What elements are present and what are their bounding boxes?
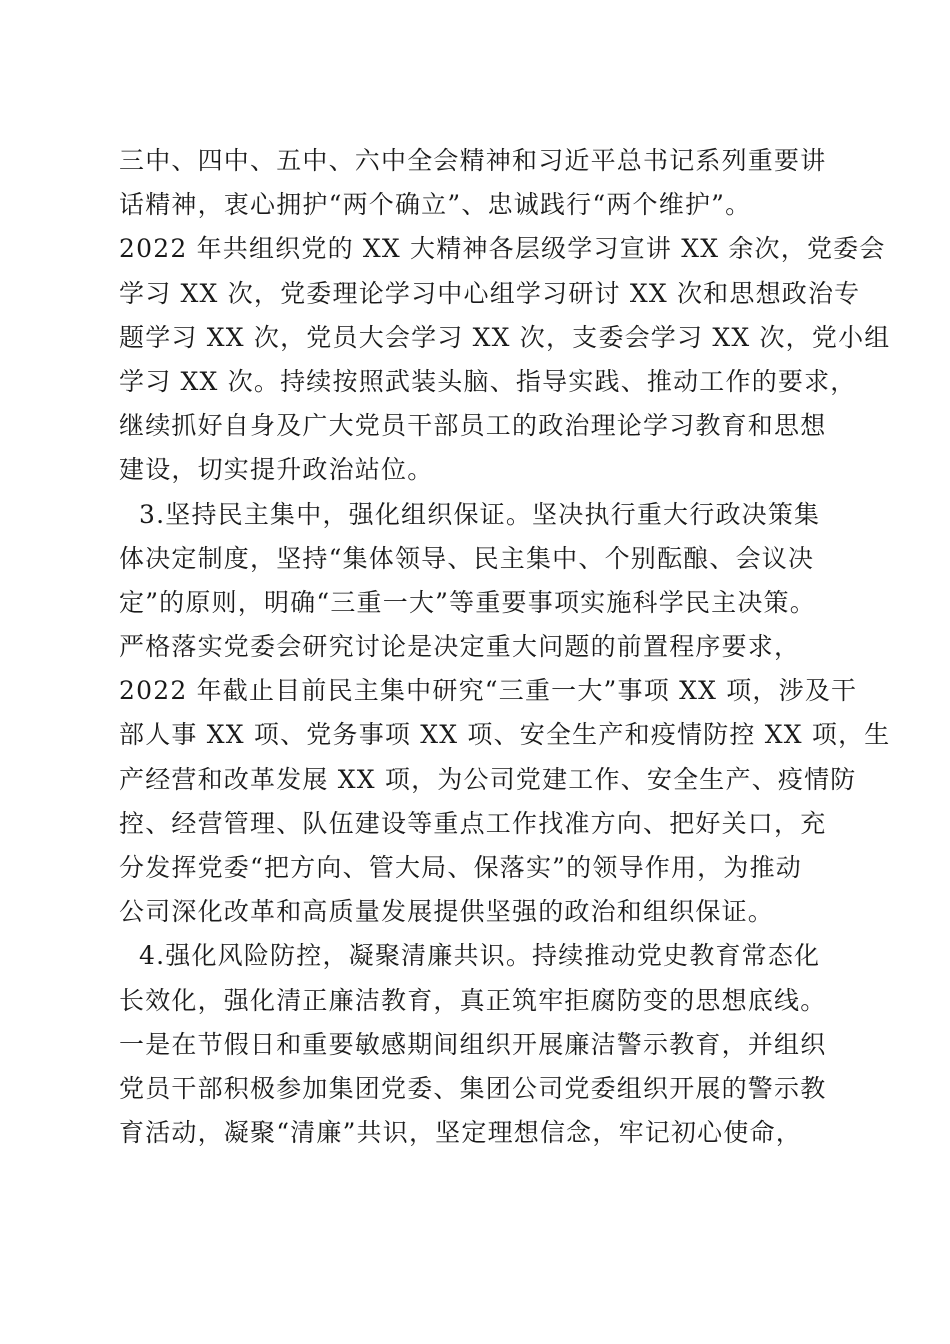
text-line: 育活动，凝聚“清廉”共识，坚定理想信念，牢记初心使命， (119, 1118, 802, 1148)
text-line: 部人事 XX 项、党务事项 XX 项、安全生产和疫情防控 XX 项，生 (119, 720, 891, 750)
section-3-heading-line: 3.坚持民主集中，强化组织保证。坚决执行重大行政决策集 (139, 499, 821, 529)
body-text (119, 139, 891, 1155)
text-line: 话精神，衷心拥护“两个确立”、忠诚践行“两个维护”。 (119, 190, 752, 220)
text-line: 长效化，强化清正廉洁教育，真正筑牢拒腐防变的思想底线。 (119, 985, 827, 1015)
section-4-heading-line: 4.强化风险防控，凝聚清廉共识。持续推动党史教育常态化 (139, 941, 821, 971)
text-line: 公司深化改革和高质量发展提供坚强的政治和组织保证。 (119, 897, 775, 927)
text-line: 产经营和改革发展 XX 项，为公司党建工作、安全生产、疫情防 (119, 764, 857, 794)
text-line: 党员干部积极参加集团党委、集团公司党委组织开展的警示教 (119, 1073, 827, 1103)
text-line: 一是在节假日和重要敏感期间组织开展廉洁警示教育，并组织 (119, 1029, 827, 1059)
text-line: 2022 年共组织党的 XX 大精神各层级学习宣讲 XX 余次，党委会 (119, 234, 886, 264)
text-line: 继续抓好自身及广大党员干部员工的政治理论学习教育和思想 (119, 411, 827, 441)
text-line: 建设，切实提升政治站位。 (119, 455, 434, 485)
text-line: 定”的原则，明确“三重一大”等重要事项实施科学民主决策。 (119, 587, 816, 617)
text-line: 严格落实党委会研究讨论是决定重大问题的前置程序要求， (119, 632, 801, 662)
text-line: 三中、四中、五中、六中全会精神和习近平总书记系列重要讲 (119, 146, 827, 175)
text-line: 题学习 XX 次，党员大会学习 XX 次，支委会学习 XX 次，党小组 (119, 322, 891, 352)
text-line: 2022 年截止目前民主集中研究“三重一大”事项 XX 项，涉及干 (119, 676, 858, 706)
text-line: 学习 XX 次。持续按照武装头脑、指导实践、推动工作的要求， (119, 366, 857, 396)
text-line: 学习 XX 次，党委理论学习中心组学习研讨 XX 次和思想政治专 (119, 278, 861, 308)
text-line: 体决定制度，坚持“集体领导、民主集中、个别酝酿、会议决 (119, 543, 815, 573)
text-line: 分发挥党委“把方向、管大局、保落实”的领导作用，为推动 (119, 853, 802, 882)
text-line: 控、经营管理、队伍建设等重点工作找准方向、把好关口，充 (119, 808, 827, 838)
